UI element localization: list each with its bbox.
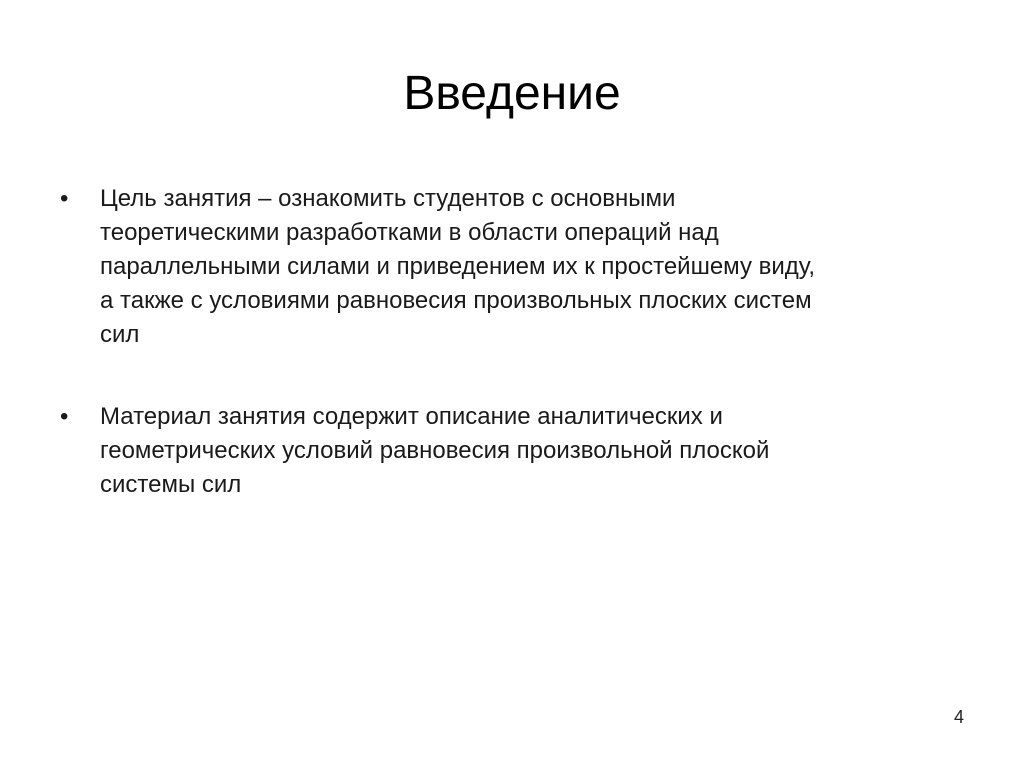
bullet-text-material: Материал занятия содержит описание аналитических и геометрических условий равновесия произвольной плоской системы сил — [100, 403, 770, 498]
list-item — [60, 400, 960, 502]
slide-title: Введение — [403, 67, 621, 120]
page-number: 4 — [953, 707, 964, 727]
bullet-text-goal: Цель занятия – ознакомить студентов с основными теоретическими разработками в области операций над параллельными силами и приведением их к простейшему виду, а также с условиями равновесия произвольных плоских систем сил — [100, 185, 816, 348]
bullet-list — [60, 182, 960, 550]
bullet-icon: • — [60, 403, 69, 430]
list-item — [60, 182, 960, 352]
bullet-icon: • — [60, 185, 69, 212]
